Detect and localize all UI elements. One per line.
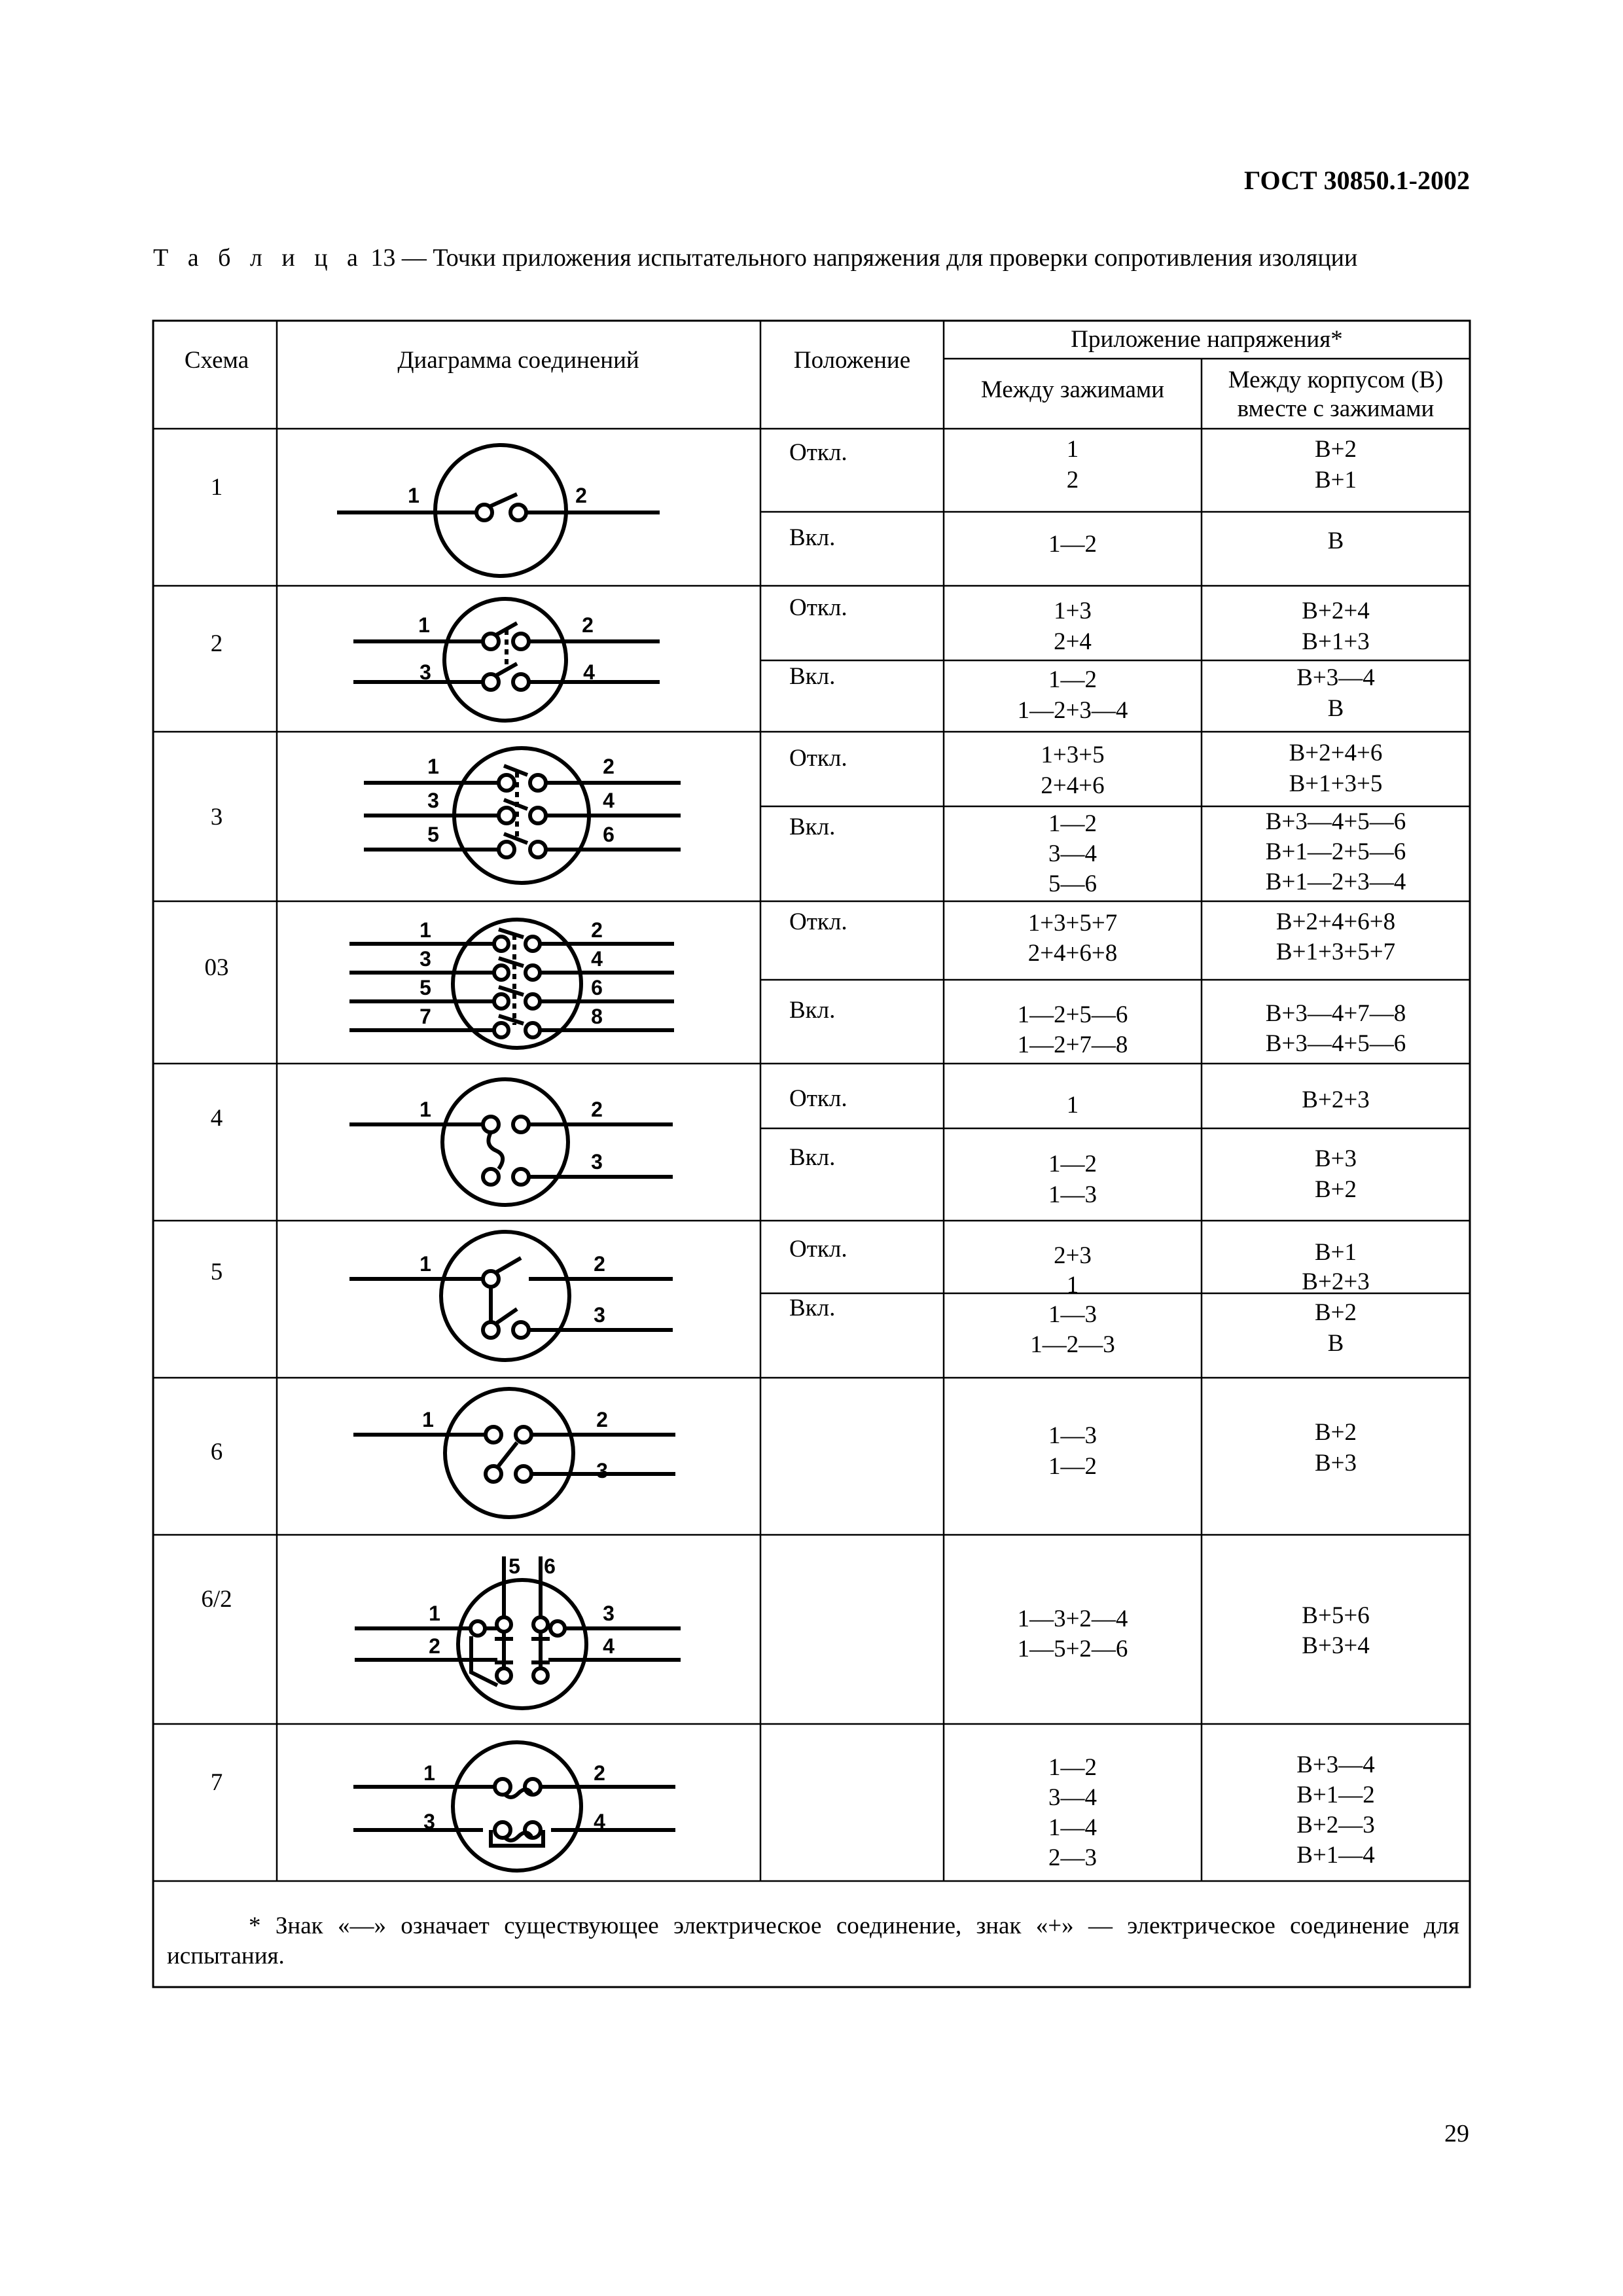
terminal-value: 2+4+6+8 xyxy=(1027,940,1118,967)
housing-value: В+3—4+7—8 xyxy=(1265,1000,1406,1027)
diagram-number: 3 xyxy=(596,1459,608,1482)
scheme-number: 1 xyxy=(210,474,223,501)
position-on: Вкл. xyxy=(789,814,836,840)
scheme-number: 03 xyxy=(204,954,229,981)
housing-value: В+1—2+5—6 xyxy=(1265,838,1406,865)
housing-value: В+2 xyxy=(1314,1419,1357,1446)
housing-column xyxy=(1266,436,1406,1869)
diagram-number: 5 xyxy=(508,1554,520,1578)
header-diagram: Диаграмма соединений xyxy=(397,347,639,374)
terminal-value: 2+4 xyxy=(1054,628,1092,655)
diagram-scheme-4 xyxy=(349,1079,673,1205)
diagram-number: 2 xyxy=(594,1761,605,1785)
position-off: Откл. xyxy=(789,1236,847,1263)
housing-value: В+2+3 xyxy=(1302,1086,1370,1113)
diagram-number: 3 xyxy=(423,1810,435,1833)
diagram-number: 5 xyxy=(419,976,431,999)
diagram-number: 6 xyxy=(544,1554,556,1578)
terminal-value: 1—2 xyxy=(1048,1754,1097,1781)
caption-label: Т а б л и ц а xyxy=(153,244,365,272)
header-schema: Схема xyxy=(184,347,249,374)
housing-value: В+1+3+5 xyxy=(1289,770,1383,797)
housing-value: В+2+4+6+8 xyxy=(1275,908,1396,935)
diagram-number: 1 xyxy=(419,918,431,942)
terminal-value: 1—2—3 xyxy=(1030,1331,1115,1358)
terminal-value: 1—2 xyxy=(1048,1151,1097,1177)
diagram-number: 2 xyxy=(594,1252,605,1276)
position-on: Вкл. xyxy=(789,1144,836,1171)
header-housing-line2: вместе с зажимами xyxy=(1237,395,1435,422)
terminal-value: 1—2+3—4 xyxy=(1017,697,1128,724)
diagram-number: 2 xyxy=(575,484,587,507)
scheme-number: 6 xyxy=(210,1439,223,1465)
housing-value: В+2+4+6 xyxy=(1289,740,1383,766)
diagram-number: 3 xyxy=(594,1303,605,1327)
diagram-number: 2 xyxy=(596,1408,608,1431)
terminals-column xyxy=(1018,436,1128,1871)
terminal-value: 1 xyxy=(1066,1272,1079,1299)
terminal-value: 1—2+5—6 xyxy=(1017,1001,1128,1028)
housing-value: В+3—4+5—6 xyxy=(1265,1030,1406,1057)
terminal-value: 1—4 xyxy=(1048,1814,1097,1841)
terminal-value: 1 xyxy=(1066,436,1079,463)
header-housing-line1: Между корпусом (В) xyxy=(1228,367,1444,393)
housing-value: В+5+6 xyxy=(1302,1602,1370,1629)
terminal-value: 1—3 xyxy=(1048,1422,1097,1449)
scheme-number: 7 xyxy=(210,1769,223,1796)
terminal-value: 1+3+5+7 xyxy=(1027,910,1118,937)
terminal-value: 2—3 xyxy=(1048,1844,1097,1871)
diagram-number: 1 xyxy=(408,484,419,507)
terminal-value: 1—2 xyxy=(1048,810,1097,837)
diagram-scheme-6 xyxy=(353,1389,675,1517)
housing-value: В+2+4 xyxy=(1302,598,1370,624)
housing-value: В+1 xyxy=(1314,467,1357,493)
terminal-value: 3—4 xyxy=(1048,840,1097,867)
diagram-scheme-7 xyxy=(353,1742,675,1871)
terminal-value: 1—2 xyxy=(1048,666,1097,693)
diagram-number: 3 xyxy=(419,947,431,971)
housing-value: В+2—3 xyxy=(1296,1812,1375,1839)
terminal-value: 1—3 xyxy=(1048,1301,1097,1328)
diagram-number: 3 xyxy=(419,660,431,684)
housing-value: В+2+3 xyxy=(1302,1268,1370,1295)
scheme-number: 4 xyxy=(210,1105,223,1132)
diagram-number: 1 xyxy=(418,613,430,637)
diagram-scheme-3 xyxy=(364,748,681,883)
header-position: Положение xyxy=(793,347,911,374)
diagram-scheme-6-2 xyxy=(355,1556,681,1708)
housing-value: В+3—4 xyxy=(1296,1751,1375,1778)
diagram-number: 1 xyxy=(429,1602,440,1625)
position-off: Откл. xyxy=(789,594,847,621)
housing-value: В+3 xyxy=(1314,1145,1357,1172)
diagram-number: 4 xyxy=(583,660,595,684)
terminal-value: 1—2 xyxy=(1048,1453,1097,1480)
position-off: Откл. xyxy=(789,439,847,466)
terminal-value: 2 xyxy=(1066,467,1079,493)
terminal-value: 2+4+6 xyxy=(1041,772,1105,799)
housing-value: В+1—2 xyxy=(1296,1782,1375,1808)
header-voltage: Приложение напряжения* xyxy=(1071,326,1343,353)
position-on: Вкл. xyxy=(789,997,836,1024)
terminal-value: 1—3+2—4 xyxy=(1017,1605,1128,1632)
housing-value: В+1+3 xyxy=(1302,628,1370,655)
housing-value: В+3 xyxy=(1314,1450,1357,1477)
housing-value: В xyxy=(1327,695,1344,722)
housing-value: В+1 xyxy=(1314,1239,1357,1266)
terminal-value: 2+3 xyxy=(1054,1242,1092,1269)
diagram-scheme-03 xyxy=(349,920,674,1048)
diagram-number: 1 xyxy=(423,1761,435,1785)
diagram-number: 7 xyxy=(419,1005,431,1028)
diagram-number: 1 xyxy=(419,1098,431,1121)
diagram-number: 4 xyxy=(594,1810,605,1833)
scheme-number: 5 xyxy=(210,1259,223,1285)
position-off: Откл. xyxy=(789,745,847,772)
diagram-scheme-1 xyxy=(337,445,660,576)
housing-value: В+2 xyxy=(1314,1299,1357,1326)
diagram-number: 3 xyxy=(603,1602,615,1625)
position-on: Вкл. xyxy=(789,663,836,690)
terminal-value: 1+3+5 xyxy=(1041,742,1105,768)
diagram-number: 1 xyxy=(419,1252,431,1276)
diagram-scheme-2 xyxy=(353,599,660,721)
header-between-terminals: Между зажимами xyxy=(980,376,1165,403)
terminal-value: 3—4 xyxy=(1048,1784,1097,1811)
housing-value: В+2 xyxy=(1314,436,1357,463)
diagram-number: 8 xyxy=(591,1005,603,1028)
terminal-value: 1—3 xyxy=(1048,1181,1097,1208)
standard-designation: ГОСТ 30850.1-2002 xyxy=(1244,166,1470,195)
scheme-number: 6/2 xyxy=(201,1586,232,1613)
terminal-value: 1+3 xyxy=(1054,598,1092,624)
scheme-number: 2 xyxy=(210,630,223,657)
terminal-value: 1 xyxy=(1066,1092,1079,1119)
diagram-number: 6 xyxy=(603,823,615,846)
position-on: Вкл. xyxy=(789,524,836,551)
diagram-number: 2 xyxy=(582,613,594,637)
housing-value: В xyxy=(1327,1330,1344,1357)
diagram-number: 3 xyxy=(591,1150,603,1174)
housing-value: В+1—4 xyxy=(1296,1842,1375,1869)
terminal-value: 1—2+7—8 xyxy=(1017,1031,1128,1058)
page-number: 29 xyxy=(1444,2120,1469,2147)
diagram-number: 2 xyxy=(591,1098,603,1121)
diagram-number: 4 xyxy=(603,1634,615,1658)
housing-value: В+1+3+5+7 xyxy=(1275,939,1396,965)
terminal-value: 1—5+2—6 xyxy=(1017,1636,1128,1662)
scheme-number: 3 xyxy=(210,804,223,831)
diagram-number: 2 xyxy=(591,918,603,942)
diagram-number: 5 xyxy=(427,823,439,846)
position-off: Откл. xyxy=(789,908,847,935)
housing-value: В+2 xyxy=(1314,1176,1357,1203)
housing-value: В+3+4 xyxy=(1302,1632,1370,1659)
housing-value: В xyxy=(1327,528,1344,554)
diagram-number: 1 xyxy=(422,1408,434,1431)
diagram-number: 2 xyxy=(429,1634,440,1658)
diagram-number: 6 xyxy=(591,976,603,999)
diagram-scheme-5 xyxy=(349,1232,673,1360)
diagram-number: 1 xyxy=(427,755,439,778)
terminal-value: 1—2 xyxy=(1048,531,1097,558)
diagram-number: 2 xyxy=(603,755,615,778)
position-off: Откл. xyxy=(789,1085,847,1112)
position-on: Вкл. xyxy=(789,1295,836,1321)
diagram-number: 4 xyxy=(591,947,603,971)
caption-text: 13 — Точки приложения испытательного напряжения для проверки сопротивления изоляции xyxy=(364,244,1358,272)
housing-value: В+3—4 xyxy=(1296,664,1375,691)
diagram-number: 3 xyxy=(427,789,439,812)
housing-value: В+3—4+5—6 xyxy=(1265,808,1406,835)
diagram-number: 4 xyxy=(603,789,615,812)
table-footnote: * Знак «—» означает существующее электрическое соединение, знак «+» — электрическое соединение для испытания. xyxy=(167,1912,1459,1969)
terminal-value: 5—6 xyxy=(1048,870,1097,897)
housing-value: В+1—2+3—4 xyxy=(1265,869,1406,895)
